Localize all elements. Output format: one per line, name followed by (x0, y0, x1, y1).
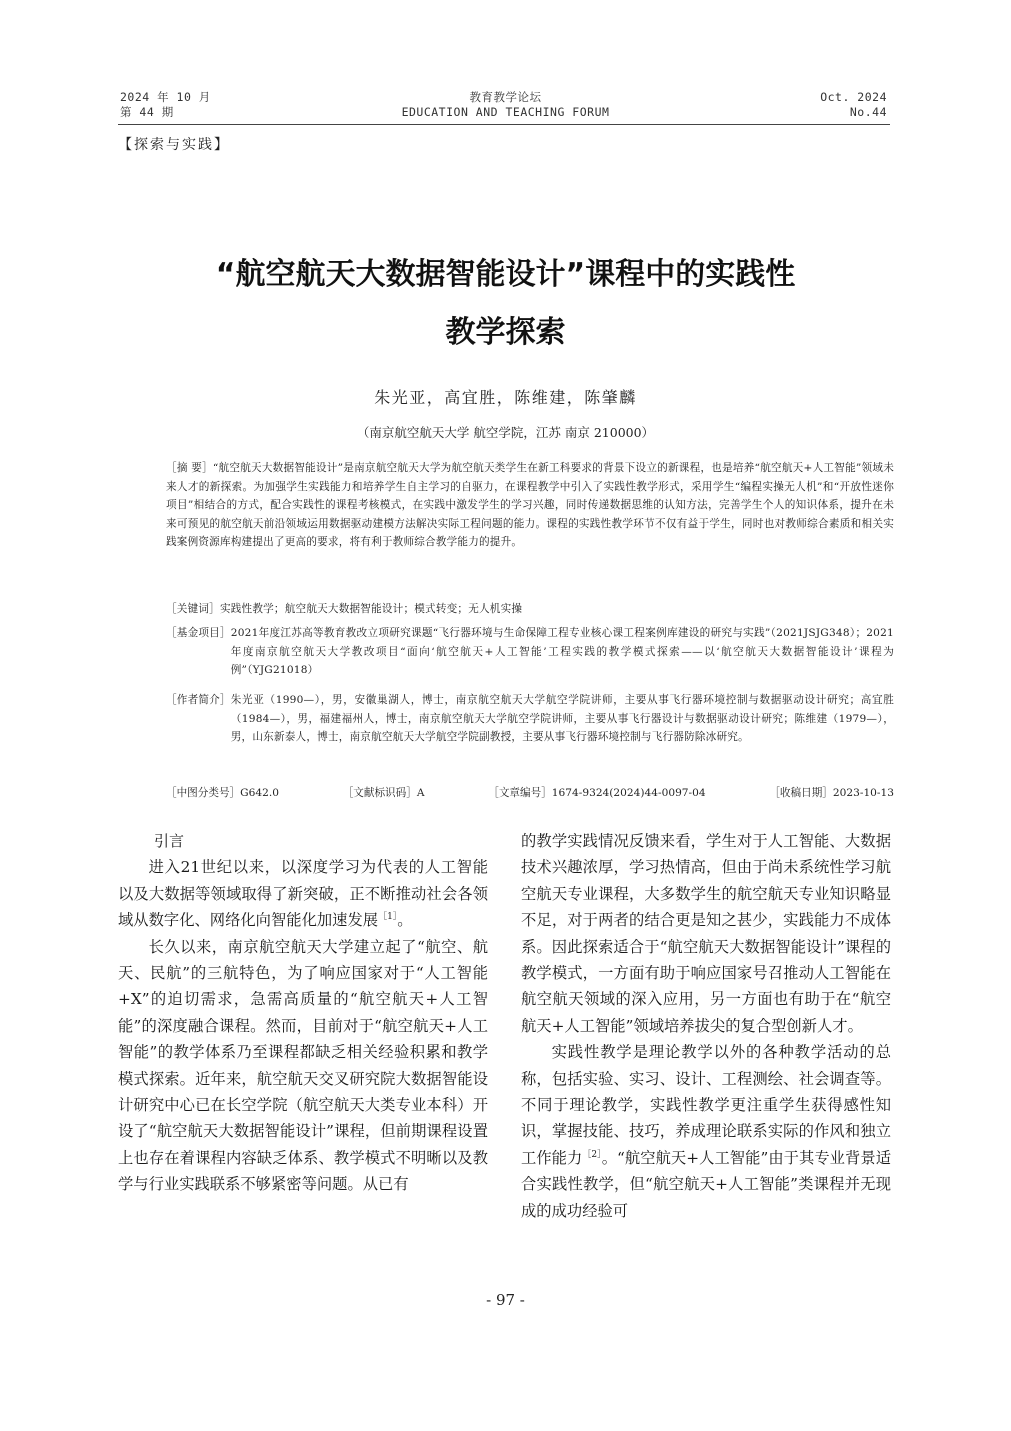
paragraph-continued: 的教学实践情况反馈来看，学生对于人工智能、大数据技术兴趣浓厚，学习热情高，但由于尚未系统性学习航空航天专业课程，大多数学生的航空航天专业知识略显不足，对于两者的结合更是知之甚少，实践能力不成体系。因此探索适合于“航空航天大数据智能设计”课程的教学模式，一方面有助于响应国家号召推动人工智能在航空航天领域的深入应用，另一方面也有助于在“航空航天+人工智能”领域培养拔尖的复合型创新人才。 (521, 832, 891, 1035)
paragraph (118, 854, 488, 933)
citation-ref: ［1］ (378, 912, 398, 923)
section-tag: 【探索与实践】 (118, 137, 230, 153)
issue-year-month: 2024 年 10 月 (120, 90, 211, 104)
issue-date-right (820, 90, 887, 120)
header-divider (118, 124, 890, 125)
keywords (166, 600, 894, 619)
page-number: - 97 - (486, 1291, 525, 1309)
body-column-left (118, 828, 488, 1198)
funding (166, 624, 894, 680)
article-title (0, 246, 1011, 362)
issue-number: 第 44 期 (120, 105, 174, 119)
body-column-right (521, 828, 891, 1224)
author-info-label: ［作者简介］ (166, 694, 231, 706)
article-title-line1: “航空航天大数据智能设计”课程中的实践性 (215, 257, 796, 292)
article-value: 1674-9324(2024)44-0097-04 (551, 787, 706, 799)
paragraph-text: 进入21世纪以来，以深度学习为代表的人工智能以及大数据等领域取得了新突破，正不断推动社会各领域从数字化、网络化向智能化加速发展 (118, 858, 488, 930)
clc-label: ［中图分类号］ (166, 787, 241, 799)
issue-month-en: Oct. 2024 (820, 90, 887, 104)
clc-code (166, 785, 279, 800)
doc-label: ［文献标识码］ (342, 787, 417, 799)
author-list: 朱光亚，高宜胜，陈维建，陈肇麟 (374, 388, 637, 407)
paragraph (521, 1039, 891, 1224)
citation-ref: ［2］ (582, 1149, 602, 1160)
classification-line (166, 785, 894, 800)
doc-value: A (416, 787, 425, 799)
date-label: ［收稿日期］ (769, 787, 833, 799)
keywords-label: ［关键词］ (166, 603, 220, 615)
abstract (166, 459, 894, 552)
issue-number-en: No.44 (849, 105, 887, 119)
abstract-text: “航空航天大数据智能设计”是南京航空航天大学为航空航天类学生在新工科要求的背景下设立的新课程，也是培养“航空航天+人工智能”领域未来人才的新探索。为加强学生实践能力和培养学生自主学习的自驱力，在课程教学中引入了实践性教学形式，采用学生“编程实操无人机”和“开放性迷你项目”相结合的方式，配合实践性的课程考核模式，在实践中激发学生的学习兴趣，同时传递数据思维的认知方法，完善学生个人的知识体系，提升在未来可预见的航空航天前沿领域运用数据驱动建模方法解决实际工程问题的能力。课程的实践性教学环节不仅有益于学生，同时也对教师综合素质和相关实践案例资源库构建提出了更高的要求，将有利于教师综合教学能力的提升。 (166, 462, 894, 549)
journal-name-en: EDUCATION AND TEACHING FORUM (401, 105, 610, 119)
funding-text: 2021年度江苏高等教育教改立项研究课题“飞行器环境与生命保障工程专业核心课工程案例库建设的研究与实践”（2021JSJG348）；2021年度南京航空航天大学教改项目“面向‘航空航天+人工智能’工程实践的教学模式探索——以‘航空航天大数据智能设计’课程为例”（YJG21018） (230, 627, 894, 677)
section-heading: 引言 (154, 832, 185, 850)
document-code (343, 785, 425, 800)
author-info (166, 691, 894, 747)
affiliation: （南京航空航天大学 航空学院，江苏 南京 210000） (356, 425, 655, 440)
journal-name-cn: 教育教学论坛 (469, 90, 542, 104)
keywords-text: 实践性教学；航空航天大数据智能设计；模式转变；无人机实操 (219, 603, 523, 615)
received-date (769, 785, 894, 800)
clc-value: G642.0 (240, 787, 279, 799)
paragraph-end: 。 (397, 911, 413, 930)
funding-label: ［基金项目］ (166, 627, 231, 639)
article-title-line2: 教学探索 (445, 315, 566, 350)
date-value: 2023-10-13 (832, 787, 894, 799)
paragraph-end: 。“航空航天+人工智能”由于其专业背景适合实践性教学，但“航空航天+人工智能”类课程并无现成的成功经验可 (521, 1148, 891, 1220)
author-info-text: 朱光亚（1990—），男，安徽巢湖人，博士，南京航空航天大学航空学院讲师，主要从事飞行器环境控制与数据驱动设计研究；高宜胜（1984—），男，福建福州人，博士，南京航空航天大学航空学院讲师，主要从事飞行器设计与数据驱动设计研究；陈维建（1979—），男，山东新泰人，博士，南京航空航天大学航空学院副教授，主要从事飞行器环境控制与飞行器防除冰研究。 (230, 694, 894, 744)
article-number (488, 785, 705, 800)
abstract-label: ［摘 要］ (166, 462, 213, 474)
paragraph-text: 实践性教学是理论教学以外的各种教学活动的总称，包括实验、实习、设计、工程测绘、社会调查等。不同于理论教学，实践性教学更注重学生获得感性知识，掌握技能、技巧，养成理论联系实际的作风和独立工作能力 (521, 1043, 891, 1167)
article-label: ［文章编号］ (488, 787, 552, 799)
paragraph: 长久以来，南京航空航天大学建立起了“航空、航天、民航”的三航特色，为了响应国家对于“人工智能+X”的迫切需求，急需高质量的“航空航天+人工智能”的深度融合课程。然而，目前对于“航空航天+人工智能”的教学体系乃至课程都缺乏相关经验积累和教学模式探索。近年来，航空航天交叉研究院大数据智能设计研究中心已在长空学院（航空航天大类专业本科）开设了“航空航天大数据智能设计”课程，但前期课程设置上也存在着课程内容缺乏体系、教学模式不明晰以及教学与行业实践联系不够紧密等问题。从已有 (118, 937, 488, 1194)
